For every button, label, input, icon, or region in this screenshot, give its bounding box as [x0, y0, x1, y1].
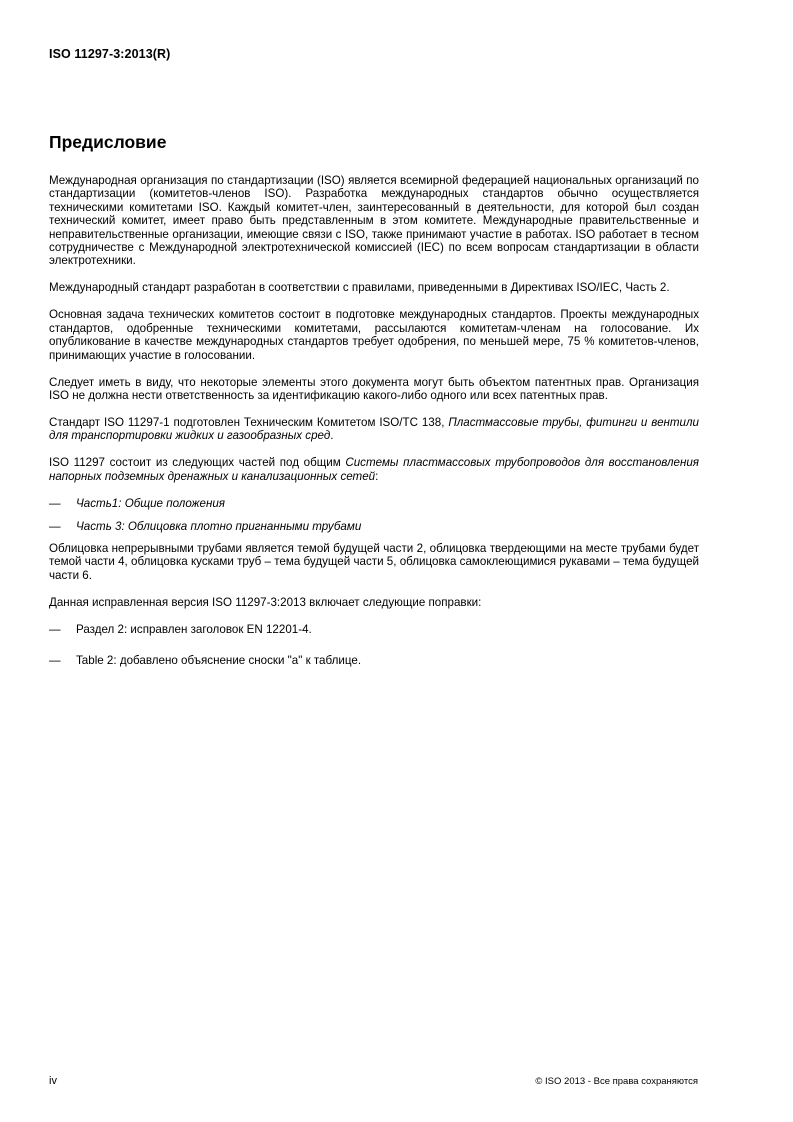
- page-number: iv: [49, 1075, 57, 1087]
- list-item-part-1: [49, 497, 699, 510]
- copyright-notice: © ISO 2013 - Все права сохраняются: [535, 1076, 698, 1087]
- list-dash: —: [49, 653, 61, 667]
- paragraph-prepared-by: [49, 416, 699, 443]
- paragraph-directives: Международный стандарт разработан в соответствии с правилами, приведенными в Директивах ISO/IEC, Часть 2.: [49, 281, 670, 295]
- list-dash: —: [49, 622, 61, 636]
- paragraph-future-parts: Облицовка непрерывными трубами является темой будущей части 2, облицовка твердеющими на месте трубами будет темой части 4, облицовка кусками труб – тема будущей части 5, облицовка самоклеющимися рукавами – тема будущей части 6.: [49, 541, 699, 582]
- paragraph-patents: Следует иметь в виду, что некоторые элементы этого документа могут быть объектом патентных прав. Организация ISO не должна нести ответственность за идентификацию какого-либо одного или всех патентных прав.: [49, 375, 699, 403]
- page-title: Предисловие: [49, 132, 167, 152]
- prepared-by-end: .: [330, 429, 334, 443]
- list-item-text: Раздел 2: исправлен заголовок EN 12201-4.: [76, 622, 312, 636]
- list-item-part-3: [49, 520, 699, 533]
- list-dash: —: [49, 496, 61, 510]
- paragraph-parts-intro: [49, 456, 699, 483]
- prepared-by-text: Стандарт ISO 11297-1 подготовлен Техническим Комитетом ISO/TC 138,: [49, 416, 449, 430]
- paragraph-corrections-intro: Данная исправленная версия ISO 11297-3:2013 включает следующие поправки:: [49, 595, 482, 609]
- parts-intro-end: :: [375, 469, 379, 483]
- list-item-text: Часть1: Общие положения: [76, 496, 225, 510]
- document-id-header: ISO 11297-3:2013(R): [49, 47, 171, 61]
- paragraph-committee-task: Основная задача технических комитетов состоит в подготовке международных стандартов. Проекты международных стандартов, одобренные техническими комитетами, рассылаются комитетам-членам на голосование. Их опубликование в качестве международных стандартов требует одобрения, по меньшей мере, 75 % комитетов-членов, принимающих участие в голосовании.: [49, 308, 699, 362]
- list-dash: —: [49, 520, 61, 534]
- list-item-text: Часть 3: Облицовка плотно пригнанными трубами: [76, 520, 362, 534]
- foreword-body: [49, 174, 699, 667]
- list-item-text: Table 2: добавлено объяснение сноски "a" к таблице.: [76, 653, 362, 667]
- committee-title: Пластмассовые трубы, фитинги и вентили для транспортировки жидких и газообразных сред: [49, 416, 699, 443]
- list-item-correction-2: [49, 654, 699, 667]
- list-item-correction-1: [49, 623, 699, 636]
- parts-intro-text: ISO 11297 состоит из следующих частей под общим: [49, 456, 346, 470]
- paragraph-iso-description: Международная организация по стандартизации (ISO) является всемирной федерацией национальных организаций по стандартизации (комитетов-членов ISO). Разработка международных стандартов обычно осуществляется техническими комитетами ISO. Каждый комитет-член, заинтересованный в деятельности, для которой был создан технический комитет, имеет право быть представленным в этом комитете. Международные правительственные и неправительственные организации, имеющие связи с ISO, также принимают участие в работах. ISO работает в тесном сотрудничестве с Международной электротехнической комиссией (IEC) по всем вопросам стандартизации в области электротехники.: [49, 174, 699, 268]
- general-title: Системы пластмассовых трубопроводов для восстановления напорных подземных дренажных и канализационных сетей: [49, 456, 699, 483]
